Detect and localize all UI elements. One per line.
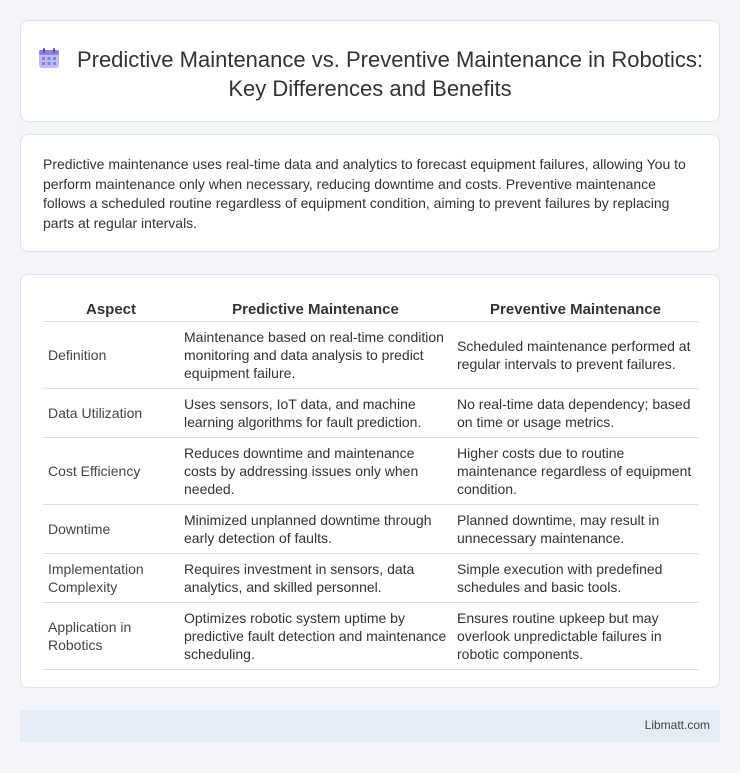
row-aspect: Definition <box>43 321 179 388</box>
footer-brand: Libmatt.com <box>644 718 710 732</box>
page-title <box>21 45 719 103</box>
row-predictive: Minimized unplanned downtime through early detection of faults. <box>179 504 452 553</box>
row-predictive: Reduces downtime and maintenance costs by addressing issues only when needed. <box>179 437 452 504</box>
intro-card <box>20 134 720 252</box>
title-card <box>20 20 720 122</box>
header-preventive: Preventive Maintenance <box>452 297 699 321</box>
row-preventive: Planned downtime, may result in unnecessary maintenance. <box>452 504 699 553</box>
row-aspect: Application in Robotics <box>43 602 179 669</box>
row-aspect: Cost Efficiency <box>43 437 179 504</box>
calendar-icon <box>37 46 61 70</box>
row-preventive: No real-time data dependency; based on time or usage metrics. <box>452 388 699 437</box>
table-row <box>43 321 699 388</box>
table-row <box>43 388 699 437</box>
comparison-card <box>20 274 720 688</box>
row-aspect: Implementation Complexity <box>43 553 179 602</box>
table-row <box>43 602 699 669</box>
table-row <box>43 553 699 602</box>
row-aspect: Downtime <box>43 504 179 553</box>
table-row <box>43 437 699 504</box>
header-aspect: Aspect <box>43 297 179 321</box>
row-predictive: Optimizes robotic system uptime by predictive fault detection and maintenance scheduling. <box>179 602 452 669</box>
row-predictive: Uses sensors, IoT data, and machine learning algorithms for fault prediction. <box>179 388 452 437</box>
row-predictive: Requires investment in sensors, data analytics, and skilled personnel. <box>179 553 452 602</box>
footer <box>20 710 720 742</box>
row-preventive: Scheduled maintenance performed at regular intervals to prevent failures. <box>452 321 699 388</box>
table-row <box>43 504 699 553</box>
table-header-row <box>43 297 699 321</box>
row-preventive: Ensures routine upkeep but may overlook unpredictable failures in robotic components. <box>452 602 699 669</box>
header-predictive: Predictive Maintenance <box>179 297 452 321</box>
intro-paragraph: Predictive maintenance uses real-time data and analytics to forecast equipment failures, allowing You to perform maintenance only when necessary, reducing downtime and costs. Preventive maintenance follows a scheduled routine regardless of equipment condition, aiming to prevent failures by replacing parts at regular intervals. <box>43 156 686 231</box>
comparison-table <box>43 297 699 670</box>
row-predictive: Maintenance based on real-time condition monitoring and data analysis to predict equipment failure. <box>179 321 452 388</box>
title-text: Predictive Maintenance vs. Preventive Maintenance in Robotics: Key Differences and Benefits <box>76 47 704 101</box>
row-preventive: Higher costs due to routine maintenance regardless of equipment condition. <box>452 437 699 504</box>
row-aspect: Data Utilization <box>43 388 179 437</box>
row-preventive: Simple execution with predefined schedules and basic tools. <box>452 553 699 602</box>
